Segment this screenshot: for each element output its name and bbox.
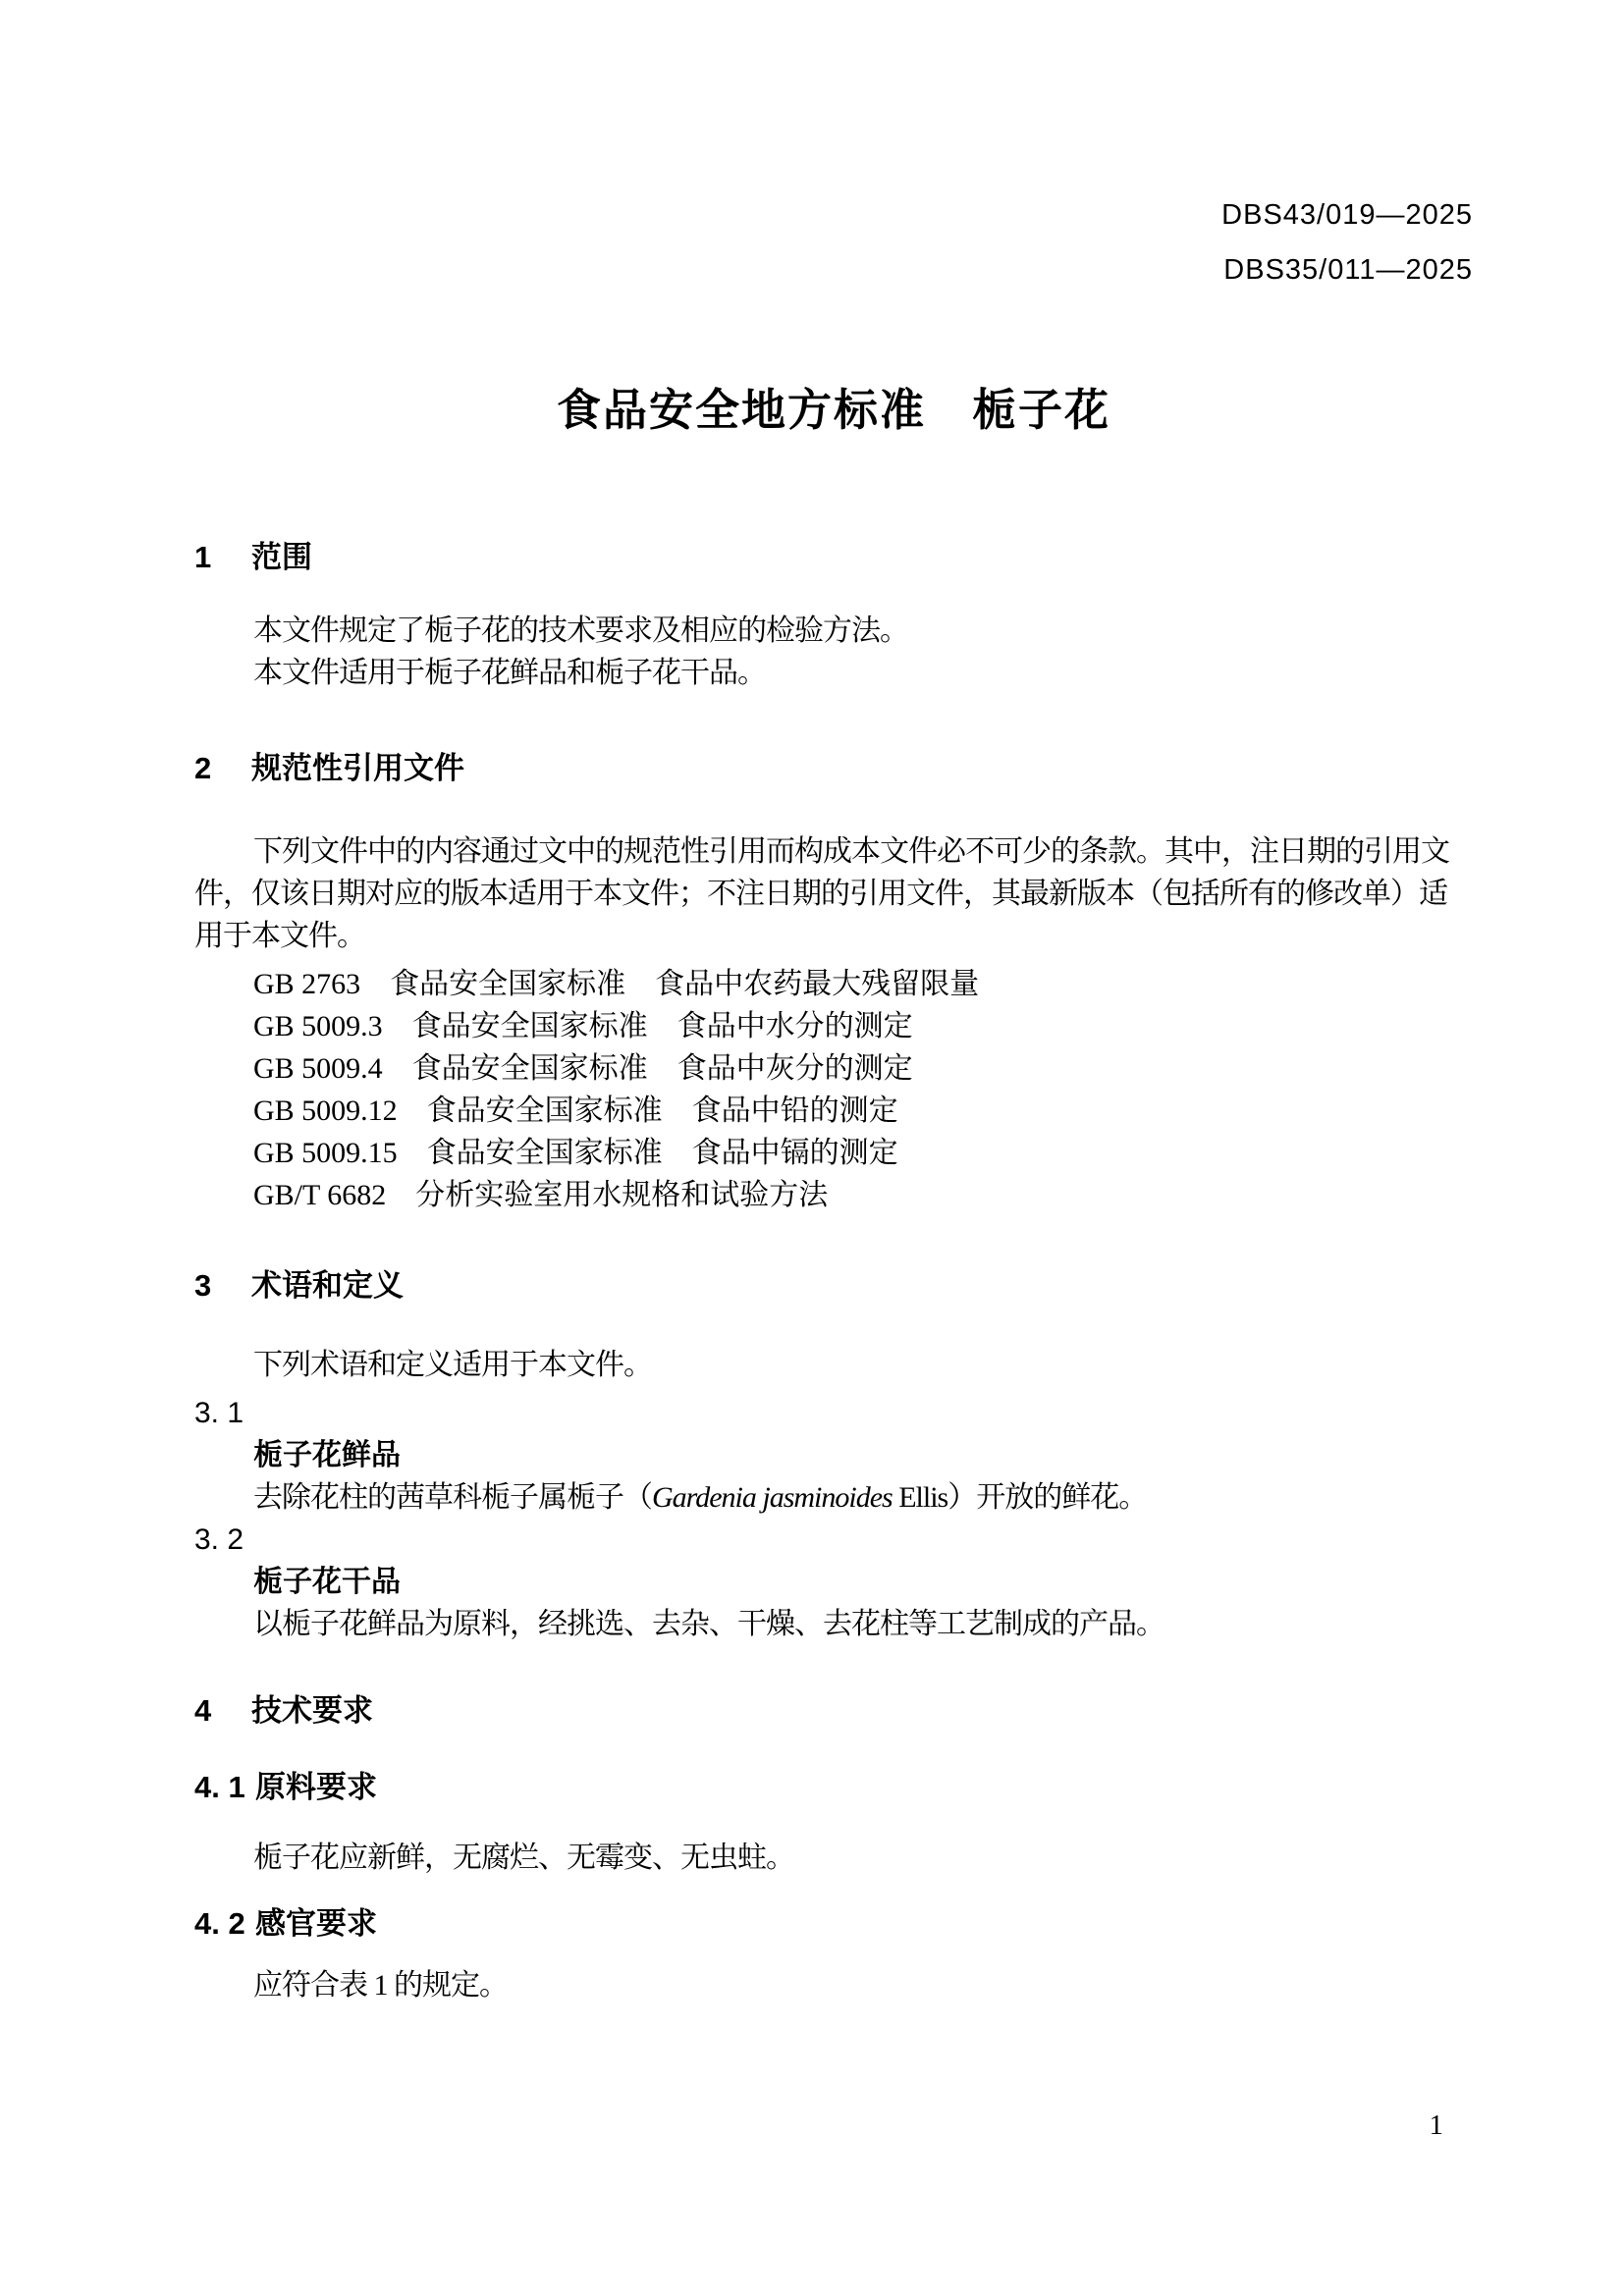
- term-1-number: 3. 1: [194, 1397, 244, 1429]
- section-1-title: 范围: [251, 540, 312, 574]
- reference-item: GB 5009.15 食品安全国家标准 食品中镉的测定: [253, 1137, 898, 1169]
- term-2-definition: 以栀子花鲜品为原料，经挑选、去杂、干燥、去花柱等工艺制成的产品。: [253, 1608, 1164, 1640]
- reference-item: GB 5009.4 食品安全国家标准 食品中灰分的测定: [253, 1052, 913, 1085]
- section-4-1-body: 栀子花应新鲜，无腐烂、无霉变、无虫蛀。: [253, 1842, 794, 1874]
- section-3-number: 3: [194, 1268, 212, 1303]
- reference-list: [194, 963, 1473, 1216]
- section-4-1-number: 4. 1: [194, 1770, 245, 1804]
- reference-item: GB 5009.12 食品安全国家标准 食品中铅的测定: [253, 1095, 898, 1127]
- section-1-paragraph-1: 本文件规定了栀子花的技术要求及相应的检验方法。: [253, 614, 908, 647]
- term-1-definition: [194, 1476, 1473, 1519]
- document-code-2: DBS35/011—2025: [1223, 254, 1473, 286]
- section-2-heading: [194, 747, 1473, 789]
- section-4-2-body: 应符合表 1 的规定。: [253, 1969, 508, 2002]
- section-3-heading: [194, 1264, 1473, 1307]
- section-4-number: 4: [194, 1693, 212, 1728]
- section-1-heading: [194, 536, 1473, 578]
- reference-item: GB 2763 食品安全国家标准 食品中农药最大残留限量: [253, 968, 980, 1000]
- term-1-definition-pre: 去除花柱的茜草科栀子属栀子（: [253, 1481, 652, 1514]
- section-3-title: 术语和定义: [251, 1268, 404, 1303]
- section-4-1-title: 原料要求: [255, 1770, 377, 1804]
- reference-item: GB 5009.3 食品安全国家标准 食品中水分的测定: [253, 1010, 913, 1042]
- document-code-block: [194, 0, 1473, 287]
- section-2-number: 2: [194, 751, 212, 785]
- section-4-2-title: 感官要求: [255, 1906, 377, 1941]
- term-2-number: 3. 2: [194, 1523, 244, 1556]
- section-4-heading: [194, 1689, 1473, 1732]
- section-2-title: 规范性引用文件: [251, 751, 464, 785]
- reference-item: GB/T 6682 分析实验室用水规格和试验方法: [253, 1179, 829, 1211]
- term-2-name: 栀子花干品: [253, 1566, 401, 1598]
- term-1-name: 栀子花鲜品: [253, 1439, 401, 1471]
- term-1-latin-name: Gardenia jasminoides: [652, 1481, 893, 1514]
- section-3-intro: 下列术语和定义适用于本文件。: [253, 1349, 652, 1381]
- term-1-definition-post: Ellis）开放的鲜花。: [892, 1481, 1148, 1514]
- section-1-paragraph-2: 本文件适用于栀子花鲜品和栀子花干品。: [253, 657, 766, 689]
- document-title: 食品安全地方标准 栀子花: [556, 385, 1110, 435]
- section-4-title: 技术要求: [251, 1693, 373, 1728]
- page-content: [194, 0, 1473, 2006]
- section-4-2-number: 4. 2: [194, 1906, 245, 1941]
- section-2-intro: 下列文件中的内容通过文中的规范性引用而构成本文件必不可少的条款。其中，注日期的引用文件，仅该日期对应的版本适用于本文件；不注日期的引用文件，其最新版本（包括所有的修改单）适用于本文件。: [194, 835, 1449, 952]
- section-4-2-heading: [194, 1902, 1473, 1945]
- section-4-1-heading: [194, 1766, 1473, 1808]
- section-1-number: 1: [194, 540, 212, 574]
- page-number: 1: [1429, 2109, 1443, 2141]
- document-code-1: DBS43/019—2025: [1221, 199, 1473, 231]
